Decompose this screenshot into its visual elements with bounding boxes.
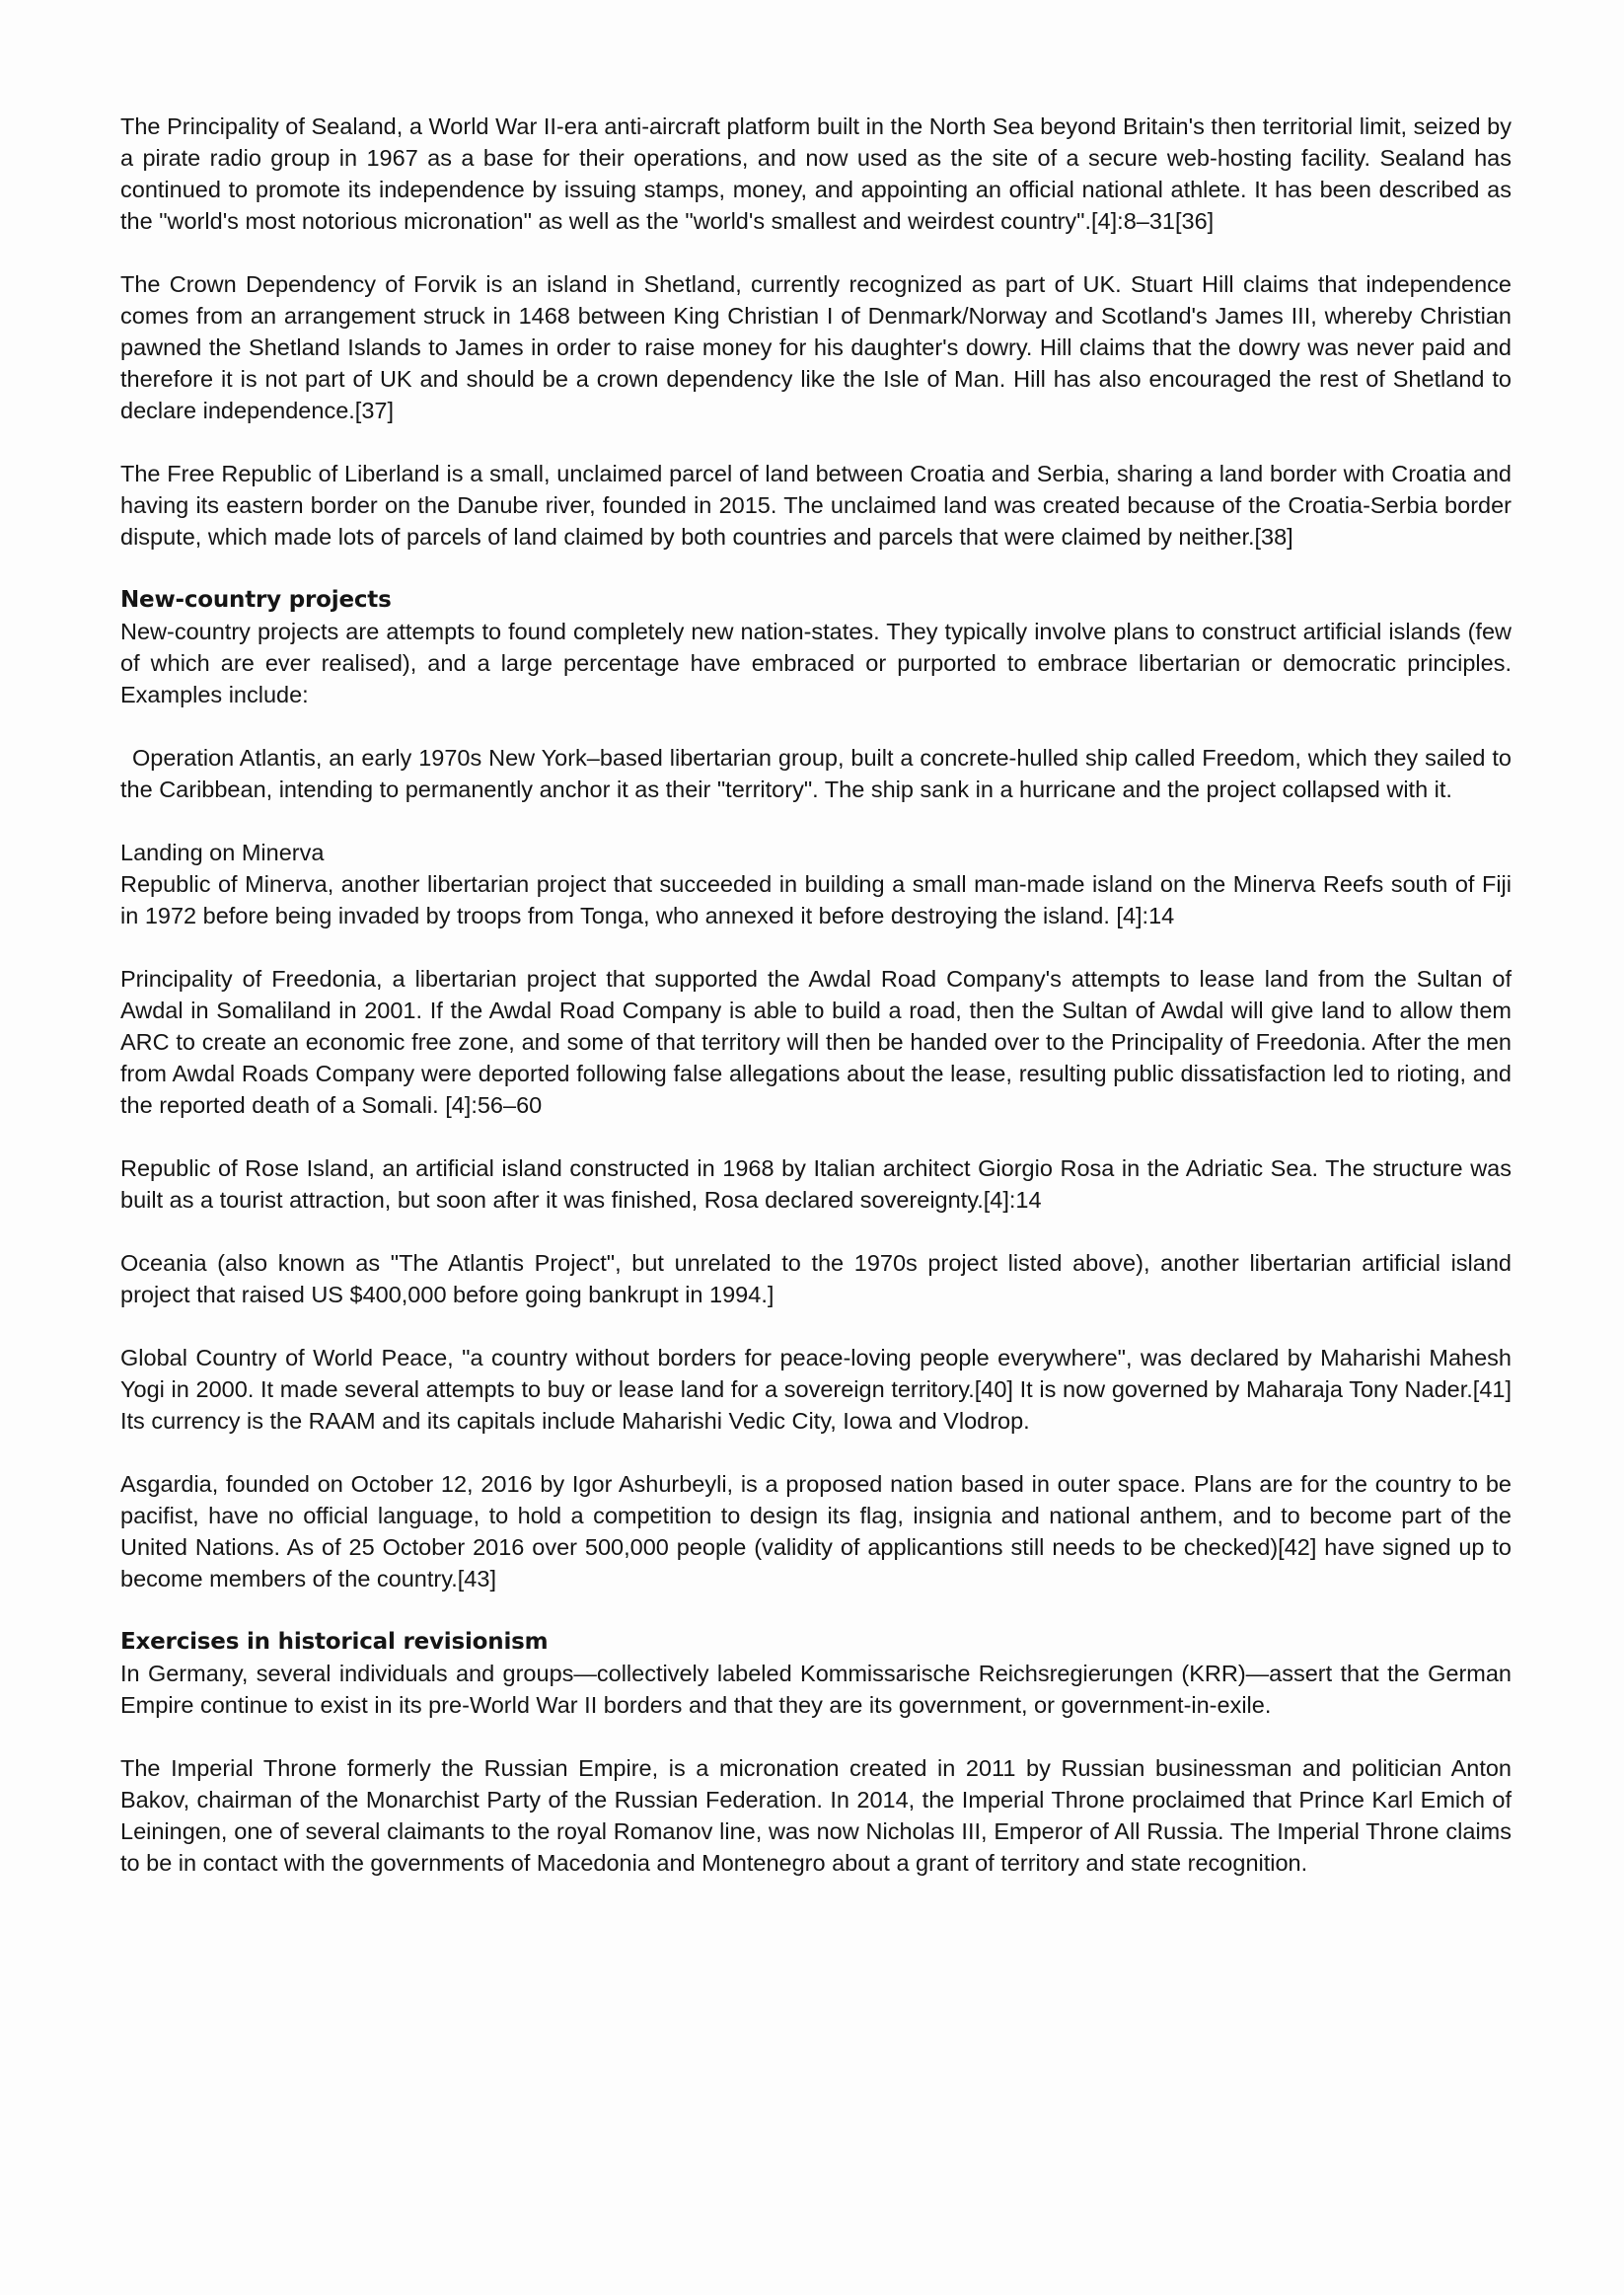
paragraph-rose-island: Republic of Rose Island, an artificial island constructed in 1968 by Italian architect Giorgio Rosa in the Adriatic Sea. The structure was built as a tourist attraction, but soon after it was finished, Rosa declared sovereignty.[4]:14 [120,1155,1512,1213]
document-page [120,111,1512,1910]
paragraph-oceania: Oceania (also known as "The Atlantis Project", but unrelated to the 1970s project listed above), another libertarian artificial island project that raised US $400,000 before going bankrupt in 1994.] [120,1250,1512,1307]
label-landing-on-minerva: Landing on Minerva [120,840,325,865]
paragraph-operation-atlantis: Operation Atlantis, an early 1970s New York–based libertarian group, built a concrete-hulled ship called Freedom, which they sailed to the Caribbean, intending to permanently anchor it as their "territory". The ship sank in a hurricane and the project collapsed with it. [120,745,1512,802]
paragraph-imperial-throne: The Imperial Throne formerly the Russian Empire, is a micronation created in 2011 by Russian businessman and politician Anton Bakov, chairman of the Monarchist Party of the Russian Federation. In 2014, the Imperial Throne proclaimed that Prince Karl Emich of Leiningen, one of several claimants to the royal Romanov line, was now Nicholas III, Emperor of All Russia. The Imperial Throne claims to be in contact with the governments of Macedonia and Montenegro about a grant of territory and state recognition. [120,1755,1512,1876]
paragraph-freedonia: Principality of Freedonia, a libertarian project that supported the Awdal Road Company's attempts to lease land from the Sultan of Awdal in Somaliland in 2001. If the Awdal Road Company is able to build a road, then the Sultan of Awdal will give land to allow them ARC to create an economic free zone, and some of that territory will then be handed over to the Principality of Freedonia. After the men from Awdal Roads Company were deported following false allegations about the lease, resulting public dissatisfaction led to rioting, and the reported death of a Somali. [4]:56–60 [120,966,1512,1118]
paragraph-asgardia: Asgardia, founded on October 12, 2016 by Igor Ashurbeyli, is a proposed nation based in outer space. Plans are for the country to be pacifist, have no official language, to hold a competition to design its flag, insignia and national anthem, and to become part of the United Nations. As of 25 October 2016 over 500,000 people (validity of applicantions still needs to be checked)[42] have signed up to become members of the country.[43] [120,1471,1512,1592]
paragraph-global-country: Global Country of World Peace, "a country without borders for peace-loving people everywhere", was declared by Maharishi Mahesh Yogi in 2000. It made several attempts to buy or lease land for a sovereign territory.[40] It is now governed by Maharaja Tony Nader.[41] Its currency is the RAAM and its capitals include Maharishi Vedic City, Iowa and Vlodrop. [120,1345,1512,1434]
paragraph-new-country-intro: New-country projects are attempts to found completely new nation-states. They typically involve plans to construct artificial islands (few of which are ever realised), and a large percentage have embraced or purported to embrace libertarian or democratic principles. Examples include: [120,619,1512,707]
heading-historical-revisionism: Exercises in historical revisionism [120,1629,549,1655]
paragraph-krr: In Germany, several individuals and groups—collectively labeled Kommissarische Reichsregierungen (KRR)—assert that the German Empire continue to exist in its pre-World War II borders and that they are its government, or government-in-exile. [120,1661,1512,1718]
heading-new-country-projects: New-country projects [120,587,392,613]
paragraph-sealand: The Principality of Sealand, a World War II-era anti-aircraft platform built in the North Sea beyond Britain's then territorial limit, seized by a pirate radio group in 1967 as a base for their operations, and now used as the site of a secure web-hosting facility. Sealand has continued to promote its independence by issuing stamps, money, and appointing an official national athlete. It has been described as the "world's most notorious micronation" as well as the "world's smallest and weirdest country".[4]:8–31[36] [120,113,1512,234]
paragraph-liberland: The Free Republic of Liberland is a small, unclaimed parcel of land between Croatia and Serbia, sharing a land border with Croatia and having its eastern border on the Danube river, founded in 2015. The unclaimed land was created because of the Croatia-Serbia border dispute, which made lots of parcels of land claimed by both countries and parcels that were claimed by neither.[38] [120,461,1512,550]
paragraph-forvik: The Crown Dependency of Forvik is an island in Shetland, currently recognized as part of UK. Stuart Hill claims that independence comes from an arrangement struck in 1468 between King Christian I of Denmark/Norway and Scotland's James III, whereby Christian pawned the Shetland Islands to James in order to raise money for his daughter's dowry. Hill claims that the dowry was never paid and therefore it is not part of UK and should be a crown dependency like the Isle of Man. Hill has also encouraged the rest of Shetland to declare independence.[37] [120,271,1512,423]
paragraph-minerva: Republic of Minerva, another libertarian project that succeeded in building a small man-made island on the Minerva Reefs south of Fiji in 1972 before being invaded by troops from Tonga, who annexed it before destroying the island. [4]:14 [120,871,1512,928]
